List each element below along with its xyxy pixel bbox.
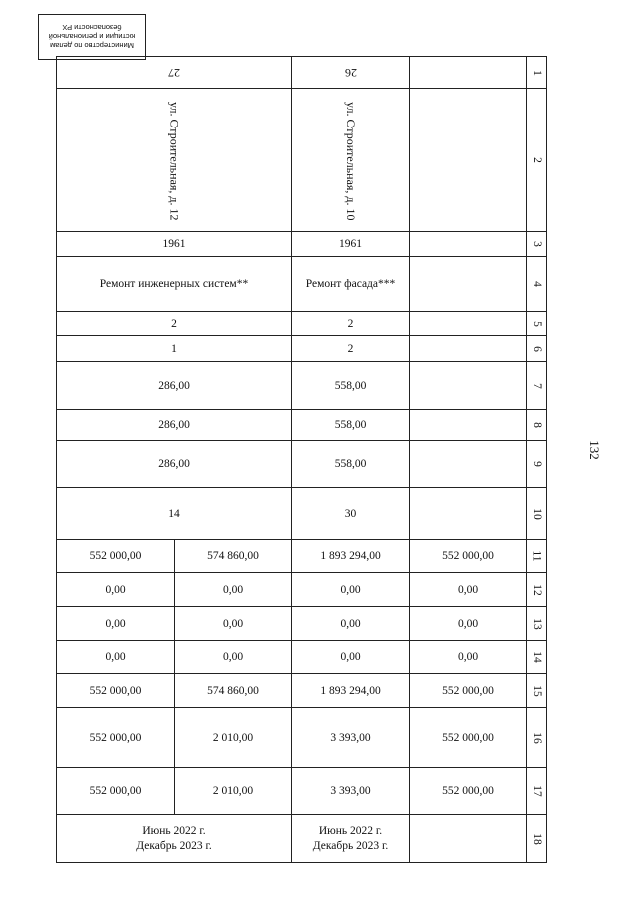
row-number: 18 bbox=[527, 815, 547, 863]
row-number: 14 bbox=[527, 641, 547, 674]
cell-left-r5: 2 bbox=[57, 312, 292, 336]
money-cell: 0,00 bbox=[292, 607, 410, 641]
table-row bbox=[57, 441, 547, 488]
cell-empty bbox=[410, 815, 527, 863]
money-cell: 0,00 bbox=[410, 641, 527, 674]
money-cell: 552 000,00 bbox=[410, 540, 527, 573]
row-number: 3 bbox=[527, 232, 547, 257]
cell-left-r7: 286,00 bbox=[57, 362, 292, 410]
money-cell: 2 010,00 bbox=[175, 768, 292, 815]
money-cell: 552 000,00 bbox=[410, 674, 527, 708]
period-start: Июнь 2022 г. bbox=[318, 824, 383, 837]
row-number: 4 bbox=[527, 257, 547, 312]
money-cell: 0,00 bbox=[175, 641, 292, 674]
money-cell: 0,00 bbox=[410, 607, 527, 641]
table-row bbox=[57, 362, 547, 410]
table-row bbox=[57, 336, 547, 362]
cell-right-year: 1961 bbox=[292, 232, 410, 257]
table-row bbox=[57, 410, 547, 441]
money-cell: 552 000,00 bbox=[57, 674, 175, 708]
stamp-line-2: юстиции и региональной bbox=[48, 32, 136, 42]
table-row bbox=[57, 312, 547, 336]
cell-right-r5: 2 bbox=[292, 312, 410, 336]
row-number: 13 bbox=[527, 607, 547, 641]
cell-left-r10: 14 bbox=[57, 488, 292, 540]
row-number: 2 bbox=[527, 89, 547, 232]
stamp-line-3: безопасности РХ bbox=[62, 23, 122, 33]
cell-left-address: ул. Строительная, д. 12 bbox=[57, 89, 292, 232]
money-cell: 552 000,00 bbox=[410, 768, 527, 815]
money-cell: 552 000,00 bbox=[57, 540, 175, 573]
money-cell: 0,00 bbox=[292, 641, 410, 674]
money-cell: 552 000,00 bbox=[57, 708, 175, 768]
table-row bbox=[57, 257, 547, 312]
table-row bbox=[57, 607, 547, 641]
cell-left-period bbox=[57, 815, 292, 863]
registration-stamp bbox=[38, 14, 146, 60]
cell-empty bbox=[410, 89, 527, 232]
row-number: 6 bbox=[527, 336, 547, 362]
money-cell: 0,00 bbox=[175, 573, 292, 607]
row-number: 10 bbox=[527, 488, 547, 540]
cell-right-r6: 2 bbox=[292, 336, 410, 362]
table-row bbox=[57, 768, 547, 815]
table-row bbox=[57, 573, 547, 607]
cell-right-period bbox=[292, 815, 410, 863]
stamp-line-1: Министерство по делам bbox=[50, 41, 134, 51]
money-cell: 0,00 bbox=[57, 607, 175, 641]
table-row bbox=[57, 488, 547, 540]
cell-right-r10: 30 bbox=[292, 488, 410, 540]
row-number: 11 bbox=[527, 540, 547, 573]
row-number: 7 bbox=[527, 362, 547, 410]
money-cell: 1 893 294,00 bbox=[292, 540, 410, 573]
row-number: 15 bbox=[527, 674, 547, 708]
table-row bbox=[57, 540, 547, 573]
cell-empty bbox=[410, 257, 527, 312]
money-cell: 1 893 294,00 bbox=[292, 674, 410, 708]
cell-left-num: 27 bbox=[57, 57, 292, 89]
table-row bbox=[57, 89, 547, 232]
page-number: 132 bbox=[587, 440, 602, 460]
cell-right-r7: 558,00 bbox=[292, 362, 410, 410]
cell-empty bbox=[410, 336, 527, 362]
money-cell: 552 000,00 bbox=[57, 768, 175, 815]
table-row bbox=[57, 674, 547, 708]
cell-empty bbox=[410, 312, 527, 336]
period-end: Декабрь 2023 г. bbox=[312, 839, 389, 852]
row-number: 1 bbox=[527, 57, 547, 89]
row-number: 8 bbox=[527, 410, 547, 441]
row-number: 12 bbox=[527, 573, 547, 607]
table-row bbox=[57, 232, 547, 257]
row-number: 9 bbox=[527, 441, 547, 488]
money-cell: 0,00 bbox=[410, 573, 527, 607]
cell-empty bbox=[410, 488, 527, 540]
money-cell: 574 860,00 bbox=[175, 540, 292, 573]
cell-empty bbox=[410, 441, 527, 488]
money-cell: 0,00 bbox=[57, 641, 175, 674]
cell-left-r8: 286,00 bbox=[57, 410, 292, 441]
money-cell: 0,00 bbox=[292, 573, 410, 607]
cell-right-r9: 558,00 bbox=[292, 441, 410, 488]
cell-right-address: ул. Строительная, д. 10 bbox=[292, 89, 410, 232]
table-row bbox=[57, 57, 547, 89]
cell-left-year: 1961 bbox=[57, 232, 292, 257]
cell-empty bbox=[410, 362, 527, 410]
money-cell: 0,00 bbox=[57, 573, 175, 607]
money-cell: 2 010,00 bbox=[175, 708, 292, 768]
cell-right-num: 26 bbox=[292, 57, 410, 89]
cell-left-r6: 1 bbox=[57, 336, 292, 362]
cell-empty bbox=[410, 232, 527, 257]
data-table bbox=[56, 56, 547, 863]
money-cell: 552 000,00 bbox=[410, 708, 527, 768]
cell-left-work: Ремонт инженерных систем** bbox=[57, 257, 292, 312]
row-number: 16 bbox=[527, 708, 547, 768]
row-number: 5 bbox=[527, 312, 547, 336]
money-cell: 3 393,00 bbox=[292, 708, 410, 768]
row-number: 17 bbox=[527, 768, 547, 815]
cell-empty bbox=[410, 410, 527, 441]
money-cell: 574 860,00 bbox=[175, 674, 292, 708]
cell-left-r9: 286,00 bbox=[57, 441, 292, 488]
period-end: Декабрь 2023 г. bbox=[136, 839, 212, 852]
table-row bbox=[57, 708, 547, 768]
money-cell: 0,00 bbox=[175, 607, 292, 641]
cell-empty bbox=[410, 57, 527, 89]
cell-right-work: Ремонт фасада*** bbox=[292, 257, 410, 312]
period-start: Июнь 2022 г. bbox=[142, 824, 206, 837]
cell-right-r8: 558,00 bbox=[292, 410, 410, 441]
table-row bbox=[57, 641, 547, 674]
money-cell: 3 393,00 bbox=[292, 768, 410, 815]
table-row bbox=[57, 815, 547, 863]
